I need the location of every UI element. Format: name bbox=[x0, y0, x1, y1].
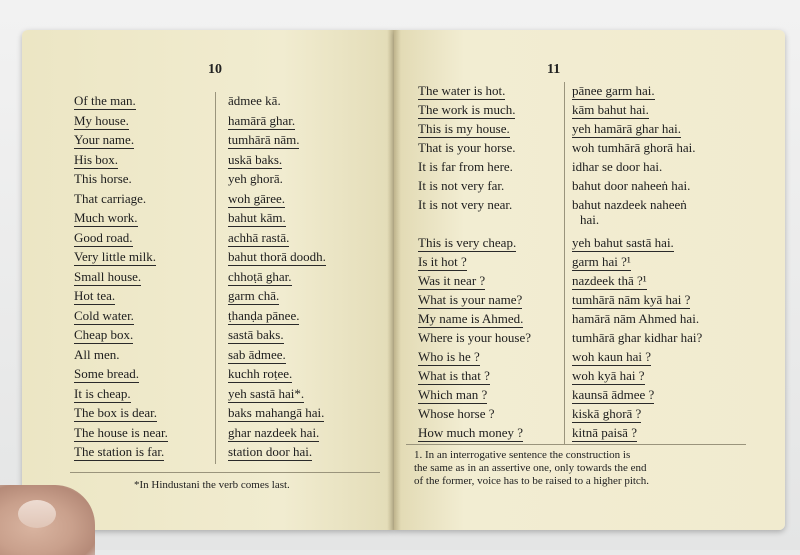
english-phrase: Of the man. bbox=[74, 93, 136, 108]
english-phrase: This is my house. bbox=[418, 121, 510, 136]
hindustani-phrase: woh kaun hai ? bbox=[572, 349, 652, 364]
hindustani-phrase: pānee garm hai. bbox=[572, 83, 655, 98]
page-number: 10 bbox=[208, 62, 222, 77]
english-phrase: My name is Ahmed. bbox=[418, 311, 524, 326]
english-phrase: This horse. bbox=[74, 171, 132, 186]
english-phrase: The box is dear. bbox=[74, 405, 158, 420]
english-phrase: That is your horse. bbox=[418, 140, 516, 155]
hindustani-phrase: kuchh roṭee. bbox=[228, 366, 293, 381]
english-phrase: It is cheap. bbox=[74, 385, 131, 401]
footnote-line: the same as in an assertive one, only towards the end bbox=[414, 462, 647, 474]
hindustani-phrase: woh kyā hai ? bbox=[572, 368, 645, 383]
english-phrase: Where is your house? bbox=[418, 330, 531, 345]
english-phrase: What is your name? bbox=[418, 292, 523, 307]
phrase-table bbox=[418, 82, 778, 452]
left-page bbox=[22, 30, 394, 530]
english-phrase: Much work. bbox=[74, 210, 138, 225]
footnote-line: of the former, voice has to be raised to a higher pitch. bbox=[414, 475, 650, 487]
hindustani-phrase: kitnā paisā ? bbox=[572, 425, 637, 440]
thumbnail bbox=[18, 500, 56, 528]
english-phrase: How much money ? bbox=[418, 425, 524, 440]
hindustani-phrase: bahut door naheeṅ hai. bbox=[572, 178, 691, 193]
hindustani-phrase: kiskā ghorā ? bbox=[572, 406, 642, 421]
english-phrase: The station is far. bbox=[74, 444, 165, 459]
hindustani-phrase: bahut kām. bbox=[228, 210, 286, 225]
hindustani-phrase: ghar nazdeek hai. bbox=[228, 424, 320, 440]
hindustani-phrase: chhoṭā ghar. bbox=[228, 268, 292, 284]
hindustani-phrase: achhā rastā. bbox=[228, 229, 290, 245]
hindustani-phrase: yeh bahut sastā hai. bbox=[572, 235, 674, 250]
english-phrase: What is that ? bbox=[418, 368, 490, 383]
hindustani-phrase: garm chā. bbox=[228, 288, 280, 303]
english-phrase: Was it near ? bbox=[418, 273, 486, 288]
english-phrase: The work is much. bbox=[418, 102, 516, 117]
english-phrase: Is it hot ? bbox=[418, 254, 467, 269]
english-phrase: The house is near. bbox=[74, 424, 168, 440]
hindustani-phrase: hamārā nām Ahmed hai. bbox=[572, 311, 700, 326]
english-phrase: It is not very near. bbox=[418, 197, 513, 212]
hindustani-phrase: ṭhanḍa pānee. bbox=[228, 307, 300, 323]
hindustani-phrase: woh gāree. bbox=[228, 190, 286, 206]
english-phrase: Small house. bbox=[74, 268, 142, 284]
english-phrase: His box. bbox=[74, 151, 119, 167]
english-phrase: This is very cheap. bbox=[418, 235, 517, 250]
footnote-line: 1. In an interrogative sentence the construction is bbox=[414, 449, 631, 461]
hindustani-phrase: baks mahangā hai. bbox=[228, 405, 325, 420]
hindustani-phrase: yeh hamārā ghar hai. bbox=[572, 121, 682, 136]
footnote bbox=[414, 449, 759, 488]
hindustani-phrase: tumhārā nām kyā hai ? bbox=[572, 292, 691, 307]
hindustani-phrase: sastā baks. bbox=[228, 327, 284, 342]
open-book bbox=[22, 30, 785, 530]
hindustani-phrase: kām bahut hai. bbox=[572, 102, 649, 117]
hindustani-phrase: tumhārā nām. bbox=[228, 132, 300, 147]
hindustani-phrase: idhar se door hai. bbox=[572, 159, 663, 174]
hindustani-phrase: yeh sastā hai*. bbox=[228, 385, 305, 401]
footnote-divider bbox=[406, 444, 746, 445]
hindustani-phrase: woh tumhārā ghorā hai. bbox=[572, 140, 696, 155]
english-phrase: Whose horse ? bbox=[418, 406, 495, 421]
footnote: *In Hindustani the verb comes last. bbox=[134, 479, 290, 491]
hindustani-phrase: ādmee kā. bbox=[228, 93, 281, 108]
hindustani-phrase: hamārā ghar. bbox=[228, 112, 296, 128]
english-phrase: Cheap box. bbox=[74, 327, 134, 342]
hindustani-phrase: station door hai. bbox=[228, 444, 313, 459]
book-gutter bbox=[387, 30, 401, 530]
english-phrase: It is not very far. bbox=[418, 178, 505, 193]
footnote-divider bbox=[70, 472, 380, 473]
hindustani-phrase: tumhārā ghar kidhar hai? bbox=[572, 330, 703, 345]
hindustani-phrase: yeh ghorā. bbox=[228, 171, 283, 186]
hindustani-phrase: kaunsā ādmee ? bbox=[572, 387, 655, 402]
english-phrase: Cold water. bbox=[74, 307, 134, 323]
english-phrase: Which man ? bbox=[418, 387, 488, 402]
english-phrase: Your name. bbox=[74, 132, 135, 147]
phrase-table bbox=[74, 92, 384, 472]
hindustani-phrase: nazdeek thā ?¹ bbox=[572, 273, 647, 288]
english-phrase: The water is hot. bbox=[418, 83, 506, 98]
hindustani-phrase-continued: hai. bbox=[580, 212, 600, 227]
english-phrase: Good road. bbox=[74, 229, 133, 245]
english-phrase: Very little milk. bbox=[74, 249, 156, 264]
right-page bbox=[394, 30, 785, 530]
english-phrase: All men. bbox=[74, 346, 120, 362]
english-phrase: That carriage. bbox=[74, 190, 147, 206]
english-phrase: It is far from here. bbox=[418, 159, 513, 174]
english-phrase: My house. bbox=[74, 112, 129, 128]
hindustani-phrase: sab ādmee. bbox=[228, 346, 286, 362]
english-phrase: Some bread. bbox=[74, 366, 139, 381]
hindustani-phrase: bahut nazdeek naheeṅ bbox=[572, 197, 687, 212]
hindustani-phrase: bahut thorā doodh. bbox=[228, 249, 326, 264]
english-phrase: Hot tea. bbox=[74, 288, 116, 303]
english-phrase: Who is he ? bbox=[418, 349, 480, 364]
hindustani-phrase: garm hai ?¹ bbox=[572, 254, 631, 269]
hindustani-phrase: uskā baks. bbox=[228, 151, 283, 167]
page-number: 11 bbox=[547, 62, 561, 77]
